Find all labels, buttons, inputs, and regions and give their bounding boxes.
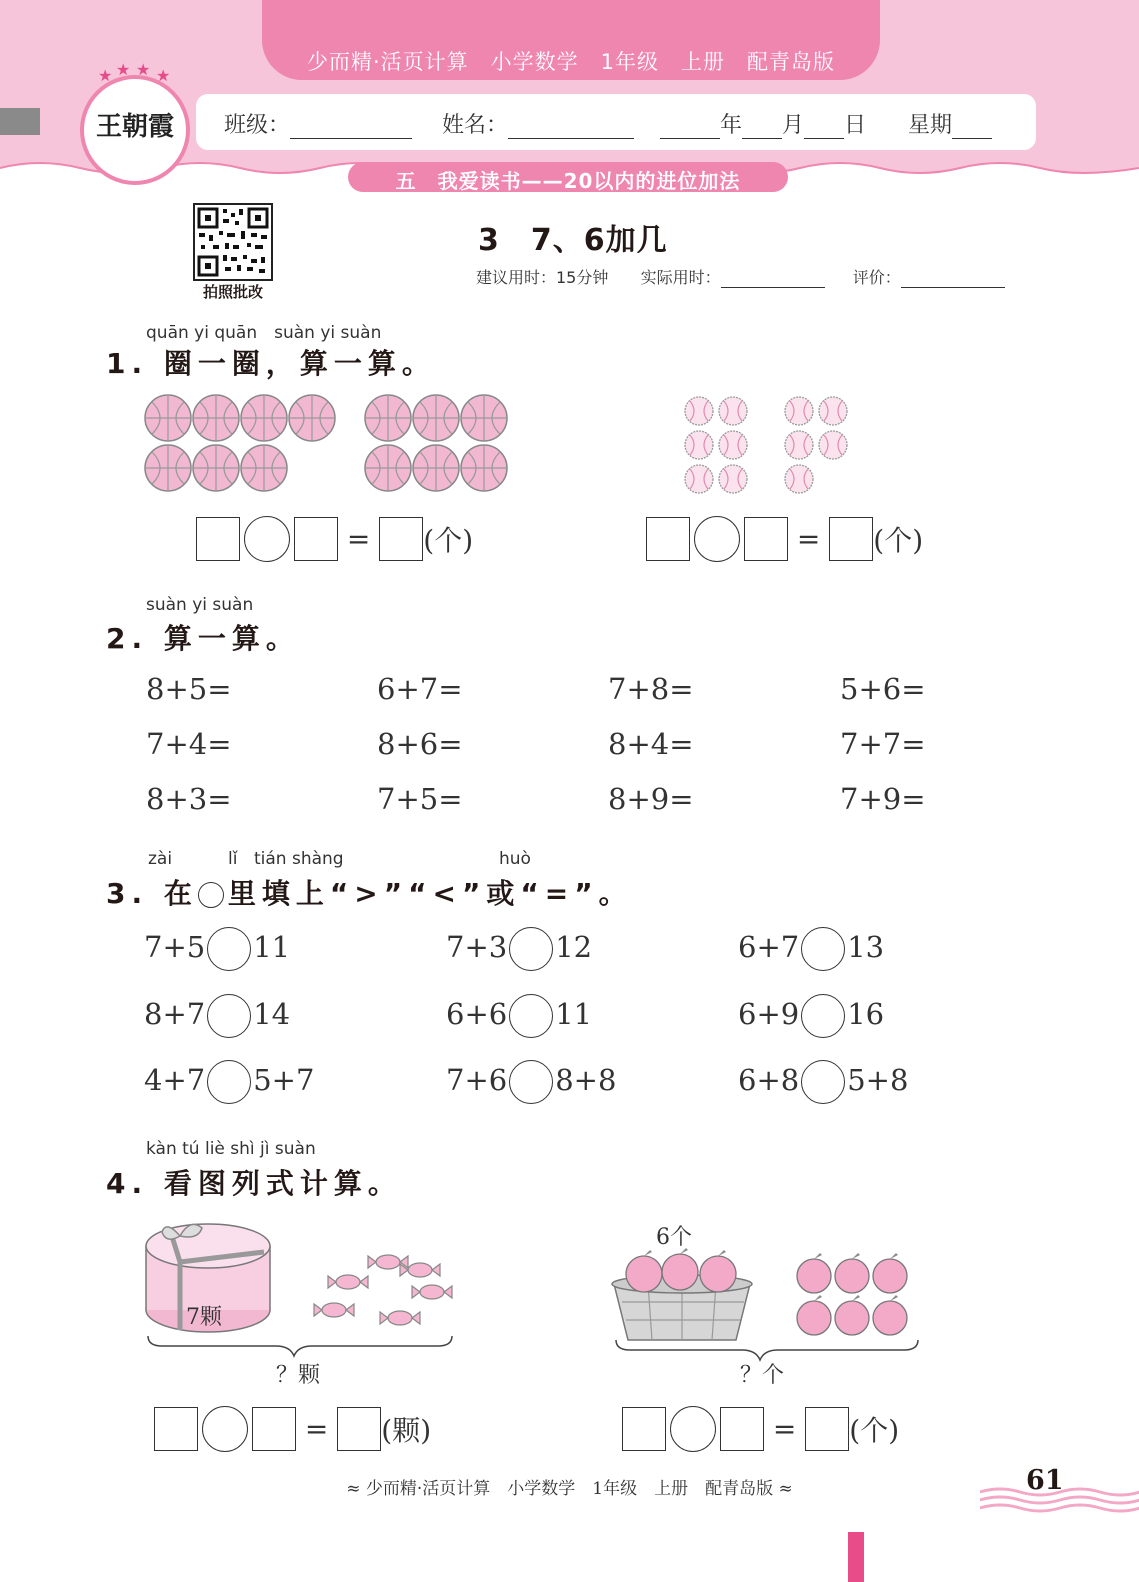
basketball-icon — [461, 395, 507, 441]
page-number: 61 — [1026, 1465, 1064, 1496]
operator-circle[interactable] — [244, 516, 290, 562]
compare-circle[interactable] — [509, 927, 553, 971]
grey-marker — [0, 108, 40, 135]
calc-item[interactable]: 6+7= — [377, 672, 463, 706]
right-total-label: ？个 — [740, 1363, 785, 1388]
star-icon: ★ — [98, 66, 113, 85]
answer-box[interactable] — [196, 517, 240, 561]
compare-item: 6+6 11 — [446, 994, 592, 1038]
q3-title: 3. 在 里填上“>”“<”或“=”。 — [106, 877, 633, 910]
baseball-icon — [785, 465, 813, 493]
basketball-icon — [241, 445, 287, 491]
q1-equation-right: = (个) — [646, 516, 923, 562]
compare-item: 6+9 16 — [738, 994, 884, 1038]
baseball-icon — [719, 465, 747, 493]
q1-title: 1. 圈一圈，算一算。 — [106, 347, 436, 380]
q4-pinyin: kàn tú liè shì jì suàn — [146, 1139, 316, 1159]
answer-box[interactable] — [646, 517, 690, 561]
compare-item: 6+8 5+8 — [738, 1060, 908, 1104]
baseball-icon — [685, 431, 713, 459]
candy-icon — [314, 1255, 452, 1325]
baseball-icon — [785, 397, 813, 425]
box-label: 7颗 — [186, 1305, 222, 1330]
q4-equation-right: = (个) — [622, 1406, 899, 1452]
calc-item[interactable]: 7+4= — [146, 727, 232, 761]
basketball-icon — [193, 395, 239, 441]
basketball-icon — [145, 445, 191, 491]
answer-box[interactable] — [720, 1407, 764, 1451]
basketball-icon — [145, 395, 191, 441]
compare-circle[interactable] — [509, 994, 553, 1038]
baseball-icon — [719, 397, 747, 425]
circle-symbol-icon — [198, 882, 224, 908]
basketball-icon — [289, 395, 335, 441]
class-field[interactable]: 班级： — [224, 108, 412, 139]
compare-item: 6+7 13 — [738, 927, 884, 971]
compare-item: 7+6 8+8 — [446, 1060, 616, 1104]
calc-item[interactable]: 7+9= — [840, 782, 926, 816]
name-field[interactable]: 姓名： — [442, 108, 634, 139]
star-icon: ★ — [116, 60, 131, 79]
calc-item[interactable]: 8+6= — [377, 727, 463, 761]
basketball-group — [140, 390, 520, 500]
answer-box[interactable] — [829, 517, 873, 561]
star-icon: ★ — [136, 60, 151, 79]
calc-item[interactable]: 7+7= — [840, 727, 926, 761]
compare-circle[interactable] — [207, 1060, 251, 1104]
q2-title: 2. 算一算。 — [106, 622, 300, 655]
qr-code-icon[interactable] — [193, 203, 273, 281]
basketball-icon — [461, 445, 507, 491]
weekday-field[interactable]: 星期 — [908, 108, 992, 139]
baseball-icon — [819, 431, 847, 459]
basketball-icon — [241, 395, 287, 441]
footer-text: ≈ 少而精·活页计算 小学数学 1年级 上册 配青岛版 ≈ — [346, 1479, 793, 1499]
answer-box[interactable] — [622, 1407, 666, 1451]
answer-box[interactable] — [294, 517, 338, 561]
basketball-icon — [193, 445, 239, 491]
compare-item: 4+7 5+7 — [144, 1060, 314, 1104]
operator-circle[interactable] — [670, 1406, 716, 1452]
compare-circle[interactable] — [207, 994, 251, 1038]
compare-item: 7+3 12 — [446, 927, 592, 971]
q4-title: 4. 看图列式计算。 — [106, 1167, 402, 1200]
q1-equation-left: = (个) — [196, 516, 473, 562]
compare-item: 7+5 11 — [144, 927, 290, 971]
calc-item[interactable]: 8+4= — [608, 727, 694, 761]
date-field[interactable]: 年 月 日 — [660, 108, 866, 139]
q3-pinyin-huo: huò — [499, 849, 531, 869]
logo-text: 王朝霞 — [95, 112, 174, 142]
calc-item[interactable]: 5+6= — [840, 672, 926, 706]
bottom-marker — [848, 1532, 864, 1582]
compare-circle[interactable] — [801, 927, 845, 971]
q2-pinyin: suàn yi suàn — [146, 595, 254, 615]
answer-box[interactable] — [154, 1407, 198, 1451]
lesson-title: 3 7、6加几 — [478, 223, 668, 258]
compare-item: 8+7 14 — [144, 994, 290, 1038]
operator-circle[interactable] — [202, 1406, 248, 1452]
timing-line: 建议用时：15分钟 实际用时： 评价： — [476, 265, 1005, 288]
operator-circle[interactable] — [694, 516, 740, 562]
basketball-icon — [413, 445, 459, 491]
basketball-icon — [365, 395, 411, 441]
compare-circle[interactable] — [801, 994, 845, 1038]
unit-title: 五 我爱读书——20以内的进位加法 — [395, 169, 741, 193]
basketball-icon — [365, 445, 411, 491]
calc-item[interactable]: 8+5= — [146, 672, 232, 706]
left-total-label: ？颗 — [276, 1363, 321, 1388]
basketball-icon — [413, 395, 459, 441]
q3-pinyin-tianshang: tián shàng — [254, 849, 344, 869]
calc-item[interactable]: 7+5= — [377, 782, 463, 816]
baseball-icon — [819, 397, 847, 425]
compare-circle[interactable] — [207, 927, 251, 971]
calc-item[interactable]: 7+8= — [608, 672, 694, 706]
q3-pinyin-zai: zài — [148, 849, 173, 869]
qr-caption: 拍照批改 — [202, 283, 263, 301]
candy-picture — [140, 1212, 470, 1362]
compare-circle[interactable] — [509, 1060, 553, 1104]
calc-item[interactable]: 8+3= — [146, 782, 232, 816]
baseball-icon — [719, 431, 747, 459]
series-title: 少而精·活页计算 小学数学 1年级 上册 配青岛版 — [306, 50, 836, 74]
star-icon: ★ — [156, 66, 171, 85]
baseball-icon — [685, 465, 713, 493]
calc-item[interactable]: 8+9= — [608, 782, 694, 816]
q4-equation-left: = (颗) — [154, 1406, 431, 1452]
q3-pinyin-li: lǐ — [228, 849, 238, 869]
answer-box[interactable] — [252, 1407, 296, 1451]
q1-pinyin: quān yi quān suàn yi suàn — [146, 323, 382, 343]
answer-box[interactable] — [379, 517, 423, 561]
compare-circle[interactable] — [801, 1060, 845, 1104]
basket-label: 6个 — [656, 1225, 692, 1250]
baseball-group — [680, 392, 870, 502]
answer-box[interactable] — [805, 1407, 849, 1451]
answer-box[interactable] — [337, 1407, 381, 1451]
answer-box[interactable] — [744, 517, 788, 561]
baseball-icon — [785, 431, 813, 459]
baseball-icon — [685, 397, 713, 425]
apple-picture — [608, 1244, 928, 1362]
